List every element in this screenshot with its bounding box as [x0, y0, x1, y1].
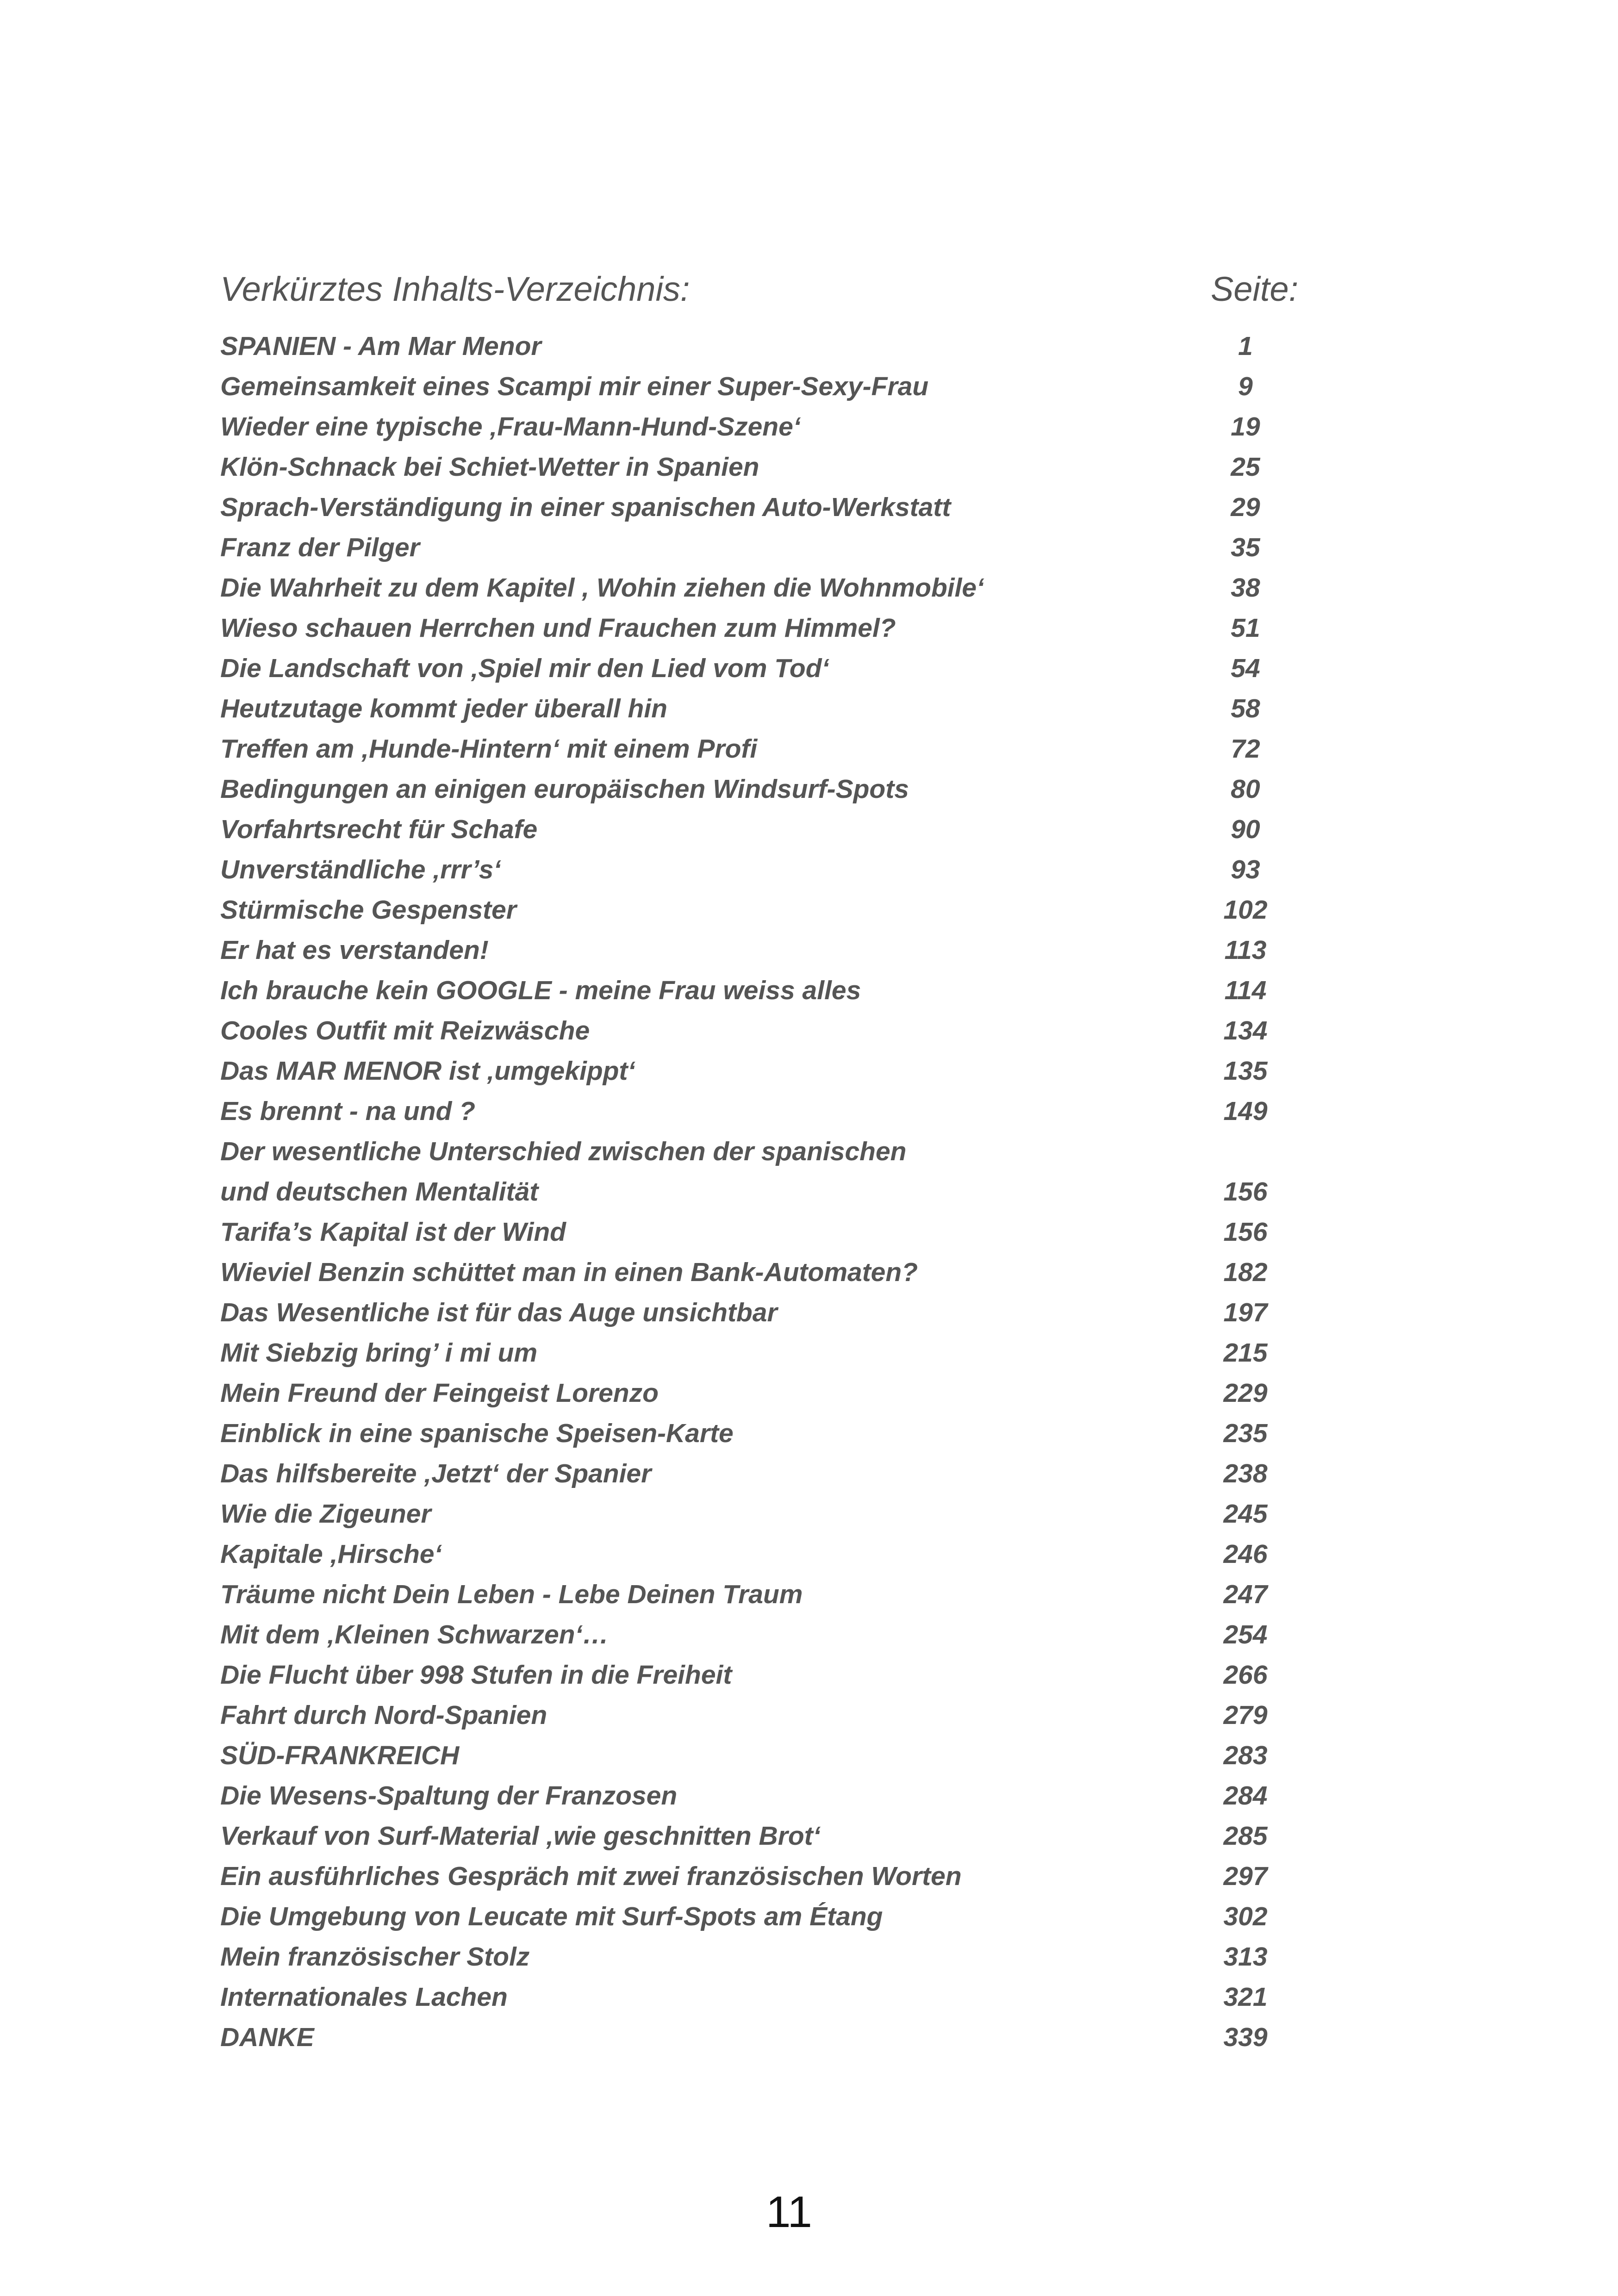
toc-entry-page: 297 [1223, 1861, 1268, 1891]
toc-entry-page: 197 [1223, 1298, 1268, 1327]
toc-entry [220, 1615, 1285, 1655]
toc-entry [220, 1534, 1285, 1574]
toc-entry-page: 90 [1231, 815, 1260, 844]
toc-entry [220, 1494, 1285, 1534]
toc-entry-title: Die Umgebung von Leucate mit Surf-Spots am Étang [220, 1902, 883, 1931]
toc-entry-title: Die Wesens-Spaltung der Franzosen [220, 1781, 678, 1811]
toc-entry [220, 447, 1285, 487]
toc-entry-page: 246 [1223, 1539, 1268, 1569]
toc-entry-title: Stürmische Gespenster [220, 895, 517, 925]
toc-entry-title: Mein französischer Stolz [220, 1942, 530, 1972]
toc-entry [220, 1011, 1285, 1051]
toc-entry-title: Die Landschaft von ‚Spiel mir den Lied vom Tod‘ [220, 653, 829, 683]
toc-entry-page: 102 [1223, 895, 1268, 925]
toc-entry-page: 149 [1223, 1096, 1268, 1126]
toc-entry [220, 1574, 1285, 1615]
toc-entry-page: 1 [1238, 331, 1253, 361]
toc-entry-title: und deutschen Mentalität [220, 1177, 539, 1207]
toc-entry-title: Das MAR MENOR ist ‚umgekippt‘ [220, 1056, 635, 1086]
toc-entry-page: 247 [1223, 1580, 1268, 1609]
toc-entry [220, 487, 1285, 528]
toc-entry-title: Gemeinsamkeit eines Scampi mir einer Super-Sexy-Frau [220, 372, 929, 401]
toc-entry [220, 1897, 1285, 1937]
toc-entry [220, 1333, 1285, 1373]
toc-entry-page: 38 [1231, 573, 1260, 603]
toc-entry-title: DANKE [220, 2022, 314, 2052]
toc-entry-page: 215 [1223, 1338, 1268, 1368]
toc-entry [220, 2017, 1285, 2058]
toc-entry [220, 1655, 1285, 1695]
toc-entry [220, 648, 1285, 689]
toc-entry-title: Tarifa’s Kapital ist der Wind [220, 1217, 566, 1247]
toc-entry-title: Vorfahrtsrecht für Schafe [220, 815, 538, 844]
toc-entry-page: 58 [1231, 694, 1260, 723]
toc-entry-page: 156 [1223, 1177, 1268, 1207]
toc-entry-title: Verkauf von Surf-Material ‚wie geschnitten Brot‘ [220, 1821, 821, 1851]
toc-title: Verkürztes Inhalts-Verzeichnis: [220, 270, 690, 308]
toc-list [220, 326, 1285, 2058]
toc-entry-title: Heutzutage kommt jeder überall hin [220, 694, 667, 723]
toc-entry-page: 235 [1223, 1419, 1268, 1448]
toc-entry [220, 1172, 1285, 1212]
toc-entry-page: 25 [1231, 452, 1260, 482]
toc-entry [220, 1091, 1285, 1132]
toc-entry-title: Das Wesentliche ist für das Auge unsichtbar [220, 1298, 778, 1327]
toc-entry-title: Ich brauche kein GOOGLE - meine Frau weiss alles [220, 976, 861, 1005]
toc-entry-title: SÜD-FRANKREICH [220, 1741, 460, 1770]
toc-entry [220, 1373, 1285, 1413]
toc-entry-title: Die Wahrheit zu dem Kapitel , Wohin ziehen die Wohnmobile‘ [220, 573, 984, 603]
toc-entry-title: Wie die Zigeuner [220, 1499, 431, 1529]
toc-entry [220, 850, 1285, 890]
toc-entry-title: Kapitale ‚Hirsche‘ [220, 1539, 442, 1569]
toc-entry-title: Cooles Outfit mit Reizwäsche [220, 1016, 590, 1045]
toc-entry [220, 1776, 1285, 1816]
toc-entry [220, 930, 1285, 971]
toc-entry-page: 245 [1223, 1499, 1268, 1529]
toc-entry-page: 51 [1231, 613, 1260, 643]
toc-entry-page: 284 [1223, 1781, 1268, 1811]
toc-entry [220, 1132, 1285, 1172]
toc-entry-title: Bedingungen an einigen europäischen Windsurf-Spots [220, 774, 909, 804]
toc-entry-page: 156 [1223, 1217, 1268, 1247]
toc-entry-title: Einblick in eine spanische Speisen-Karte [220, 1419, 734, 1448]
toc-entry-page: 229 [1223, 1378, 1268, 1408]
toc-entry [220, 769, 1285, 809]
toc-entry [220, 1252, 1285, 1293]
toc-entry-title: Er hat es verstanden! [220, 935, 489, 965]
toc-entry-page: 72 [1231, 734, 1260, 764]
toc-entry-page: 254 [1223, 1620, 1268, 1649]
toc-entry [220, 890, 1285, 930]
toc-entry [220, 1977, 1285, 2017]
toc-entry [220, 1454, 1285, 1494]
toc-entry-title: SPANIEN - Am Mar Menor [220, 331, 541, 361]
toc-entry-page: 285 [1223, 1821, 1268, 1851]
toc-entry [220, 729, 1285, 769]
toc-entry-title: Der wesentliche Unterschied zwischen der spanischen [220, 1137, 907, 1166]
toc-entry-page: 114 [1224, 976, 1267, 1005]
toc-entry [220, 1293, 1285, 1333]
toc-entry-page: 113 [1224, 935, 1267, 965]
toc-entry-page: 9 [1238, 372, 1253, 401]
toc-entry-title: Unverständliche ‚rrr’s‘ [220, 855, 501, 884]
toc-entry-page: 266 [1223, 1660, 1268, 1690]
toc-entry-page: 339 [1223, 2022, 1268, 2052]
toc-entry-page: 302 [1223, 1902, 1268, 1931]
page-number: 11 [766, 2187, 812, 2237]
toc-entry-page: 279 [1223, 1700, 1268, 1730]
toc-entry [220, 1816, 1285, 1856]
toc-entry-title: Es brennt - na und ? [220, 1096, 475, 1126]
toc-entry [220, 809, 1285, 850]
toc-header [220, 266, 1319, 312]
toc-entry-title: Wieder eine typische ‚Frau-Mann-Hund-Szene‘ [220, 412, 801, 442]
page-column-label: Seite: [1211, 270, 1299, 308]
toc-entry-title: Das hilfsbereite ‚Jetzt‘ der Spanier [220, 1459, 652, 1488]
toc-entry-title: Treffen am ‚Hunde-Hintern‘ mit einem Profi [220, 734, 758, 764]
toc-entry [220, 1856, 1285, 1897]
toc-entry [220, 528, 1285, 568]
toc-entry-title: Fahrt durch Nord-Spanien [220, 1700, 548, 1730]
toc-entry-page: 238 [1223, 1459, 1268, 1488]
toc-entry-page: 313 [1223, 1942, 1268, 1972]
toc-entry [220, 367, 1285, 407]
toc-entry [220, 689, 1285, 729]
toc-entry-page: 283 [1223, 1741, 1268, 1770]
toc-entry-title: Internationales Lachen [220, 1982, 508, 2012]
toc-entry [220, 1051, 1285, 1091]
toc-entry [220, 1736, 1285, 1776]
toc-entry-title: Mit Siebzig bring’ i mi um [220, 1338, 538, 1368]
toc-entry-page: 80 [1231, 774, 1260, 804]
toc-entry-title: Franz der Pilger [220, 533, 420, 562]
toc-entry-title: Wieviel Benzin schüttet man in einen Bank-Automaten? [220, 1257, 918, 1287]
toc-entry-title: Die Flucht über 998 Stufen in die Freiheit [220, 1660, 732, 1690]
toc-entry-page: 135 [1223, 1056, 1268, 1086]
toc-entry-title: Sprach-Verständigung in einer spanischen Auto-Werkstatt [220, 492, 951, 522]
toc-entry-page: 134 [1223, 1016, 1268, 1045]
toc-entry-page: 19 [1231, 412, 1260, 442]
toc-entry [220, 326, 1285, 367]
toc-entry [220, 407, 1285, 447]
toc-entry [220, 1413, 1285, 1454]
toc-entry [220, 971, 1285, 1011]
toc-entry-title: Träume nicht Dein Leben - Lebe Deinen Traum [220, 1580, 803, 1609]
toc-entry-page: 35 [1231, 533, 1260, 562]
toc-entry [220, 568, 1285, 608]
toc-entry [220, 1695, 1285, 1736]
toc-entry [220, 608, 1285, 648]
toc-entry-page: 93 [1231, 855, 1260, 884]
toc-entry-title: Wieso schauen Herrchen und Frauchen zum Himmel? [220, 613, 896, 643]
toc-entry [220, 1212, 1285, 1252]
toc-entry-page: 54 [1231, 653, 1260, 683]
toc-entry-title: Klön-Schnack bei Schiet-Wetter in Spanien [220, 452, 759, 482]
toc-entry-title: Mit dem ‚Kleinen Schwarzen‘… [220, 1620, 609, 1649]
toc-entry-title: Ein ausführliches Gespräch mit zwei französischen Worten [220, 1861, 962, 1891]
toc-entry [220, 1937, 1285, 1977]
toc-entry-page: 182 [1223, 1257, 1268, 1287]
toc-entry-page: 321 [1223, 1982, 1268, 2012]
toc-entry-title: Mein Freund der Feingeist Lorenzo [220, 1378, 659, 1408]
toc-entry-page: 29 [1231, 492, 1260, 522]
